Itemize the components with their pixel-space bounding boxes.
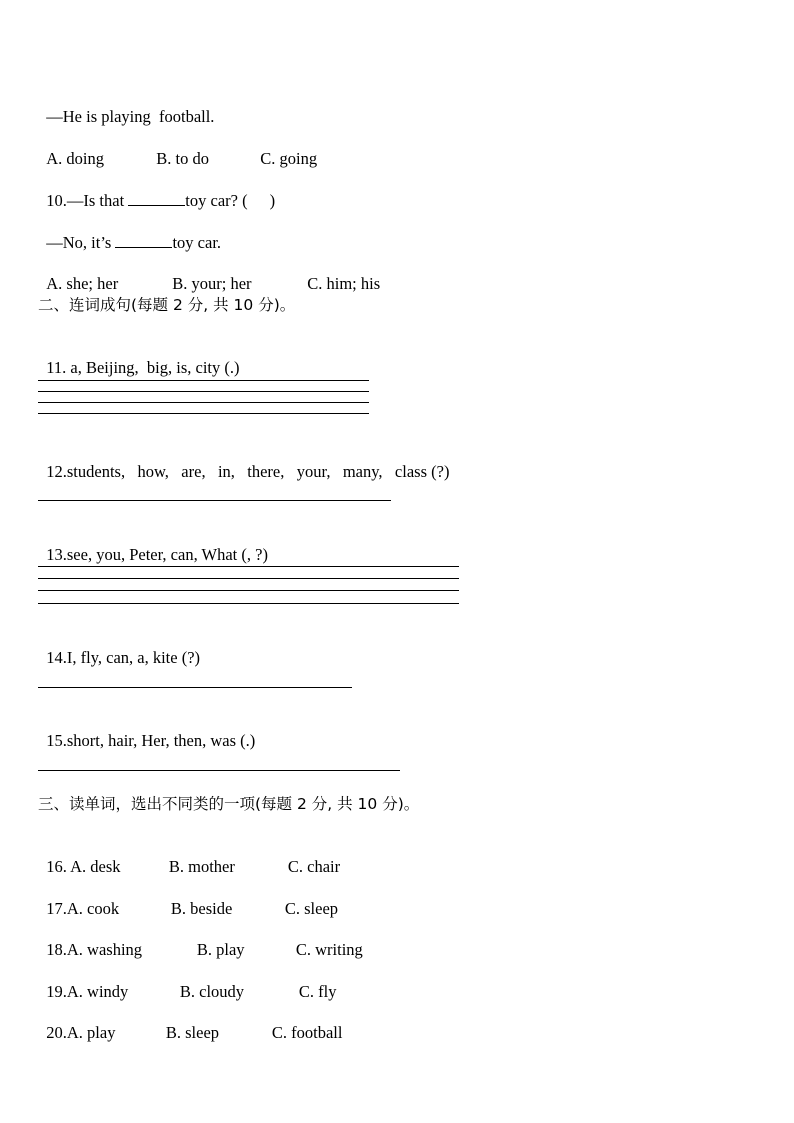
option-b[interactable]: B. your; her: [172, 274, 252, 293]
section-2-title: 二、连词成句(每题 2 分, 共 10 分)。: [38, 296, 296, 314]
question-number: 14.: [46, 648, 67, 667]
option-a[interactable]: A. windy: [66, 982, 129, 1001]
answer-line[interactable]: [38, 402, 369, 403]
q12-prompt: 12.students, how, are, in, there, your, many, class (?): [46, 462, 450, 481]
q17: [38, 879, 338, 919]
answer-line[interactable]: [38, 566, 459, 567]
answer-line[interactable]: [38, 603, 459, 604]
section-3-title: 三、读单词，选出不同类的一项(每题 2 分, 共 10 分)。: [38, 795, 420, 813]
option-a[interactable]: A. play: [66, 1023, 116, 1042]
option-c[interactable]: C. going: [260, 149, 318, 168]
option-c[interactable]: C. writing: [295, 940, 363, 959]
answer-line[interactable]: [38, 770, 400, 771]
option-b[interactable]: B. beside: [170, 899, 233, 918]
q20: [38, 1003, 342, 1043]
option-c[interactable]: C. fly: [298, 982, 337, 1001]
q18: [38, 920, 363, 960]
option-b[interactable]: B. to do: [156, 149, 209, 168]
fill-blank[interactable]: [115, 233, 172, 248]
answer-line[interactable]: [38, 578, 459, 579]
q15-prompt: 15.short, hair, Her, then, was (.): [46, 731, 256, 750]
q19: [38, 962, 336, 1002]
question-number: 19.: [46, 982, 67, 1001]
q9-answer-line: —He is playing football.: [46, 107, 215, 126]
option-b[interactable]: B. mother: [168, 857, 235, 876]
option-c[interactable]: C. chair: [287, 857, 341, 876]
question-number: 16.: [46, 857, 67, 876]
question-number: 10.: [46, 191, 67, 210]
answer-line[interactable]: [38, 413, 369, 414]
option-c[interactable]: C. football: [271, 1023, 343, 1042]
q16: [38, 837, 340, 877]
option-c[interactable]: C. sleep: [284, 899, 339, 918]
option-a[interactable]: A. washing: [66, 940, 143, 959]
answer-line[interactable]: [38, 380, 369, 381]
option-a[interactable]: A. she; her: [46, 274, 119, 293]
q14-prompt: 14.I, fly, can, a, kite (?): [46, 648, 201, 667]
question-number: 20.: [46, 1023, 67, 1042]
answer-line[interactable]: [38, 687, 352, 688]
answer-line[interactable]: [38, 391, 369, 392]
q10-options: [38, 254, 380, 294]
answer-line[interactable]: [38, 500, 391, 501]
q11-prompt: 11. a, Beijing, big, is, city (.): [46, 358, 240, 377]
q10-reply: —No, it’s toy car.: [46, 233, 222, 252]
option-a[interactable]: A. cook: [66, 899, 120, 918]
question-number: 12.: [46, 462, 67, 481]
option-a[interactable]: A. desk: [66, 857, 121, 876]
option-b[interactable]: B. sleep: [165, 1023, 220, 1042]
question-number: 11.: [46, 358, 67, 377]
q10-stem: 10.—Is that toy car? ( ): [46, 191, 276, 210]
option-b[interactable]: B. play: [196, 940, 245, 959]
option-c[interactable]: C. him; his: [307, 274, 381, 293]
q9-options: [38, 129, 317, 169]
question-number: 13.: [46, 545, 67, 564]
question-number: 18.: [46, 940, 67, 959]
answer-line[interactable]: [38, 590, 459, 591]
fill-blank[interactable]: [128, 191, 185, 206]
q13-prompt: 13.see, you, Peter, can, What (, ?): [46, 545, 268, 564]
question-number: 15.: [46, 731, 67, 750]
option-b[interactable]: B. cloudy: [179, 982, 245, 1001]
question-number: 17.: [46, 899, 67, 918]
option-a[interactable]: A. doing: [46, 149, 104, 168]
